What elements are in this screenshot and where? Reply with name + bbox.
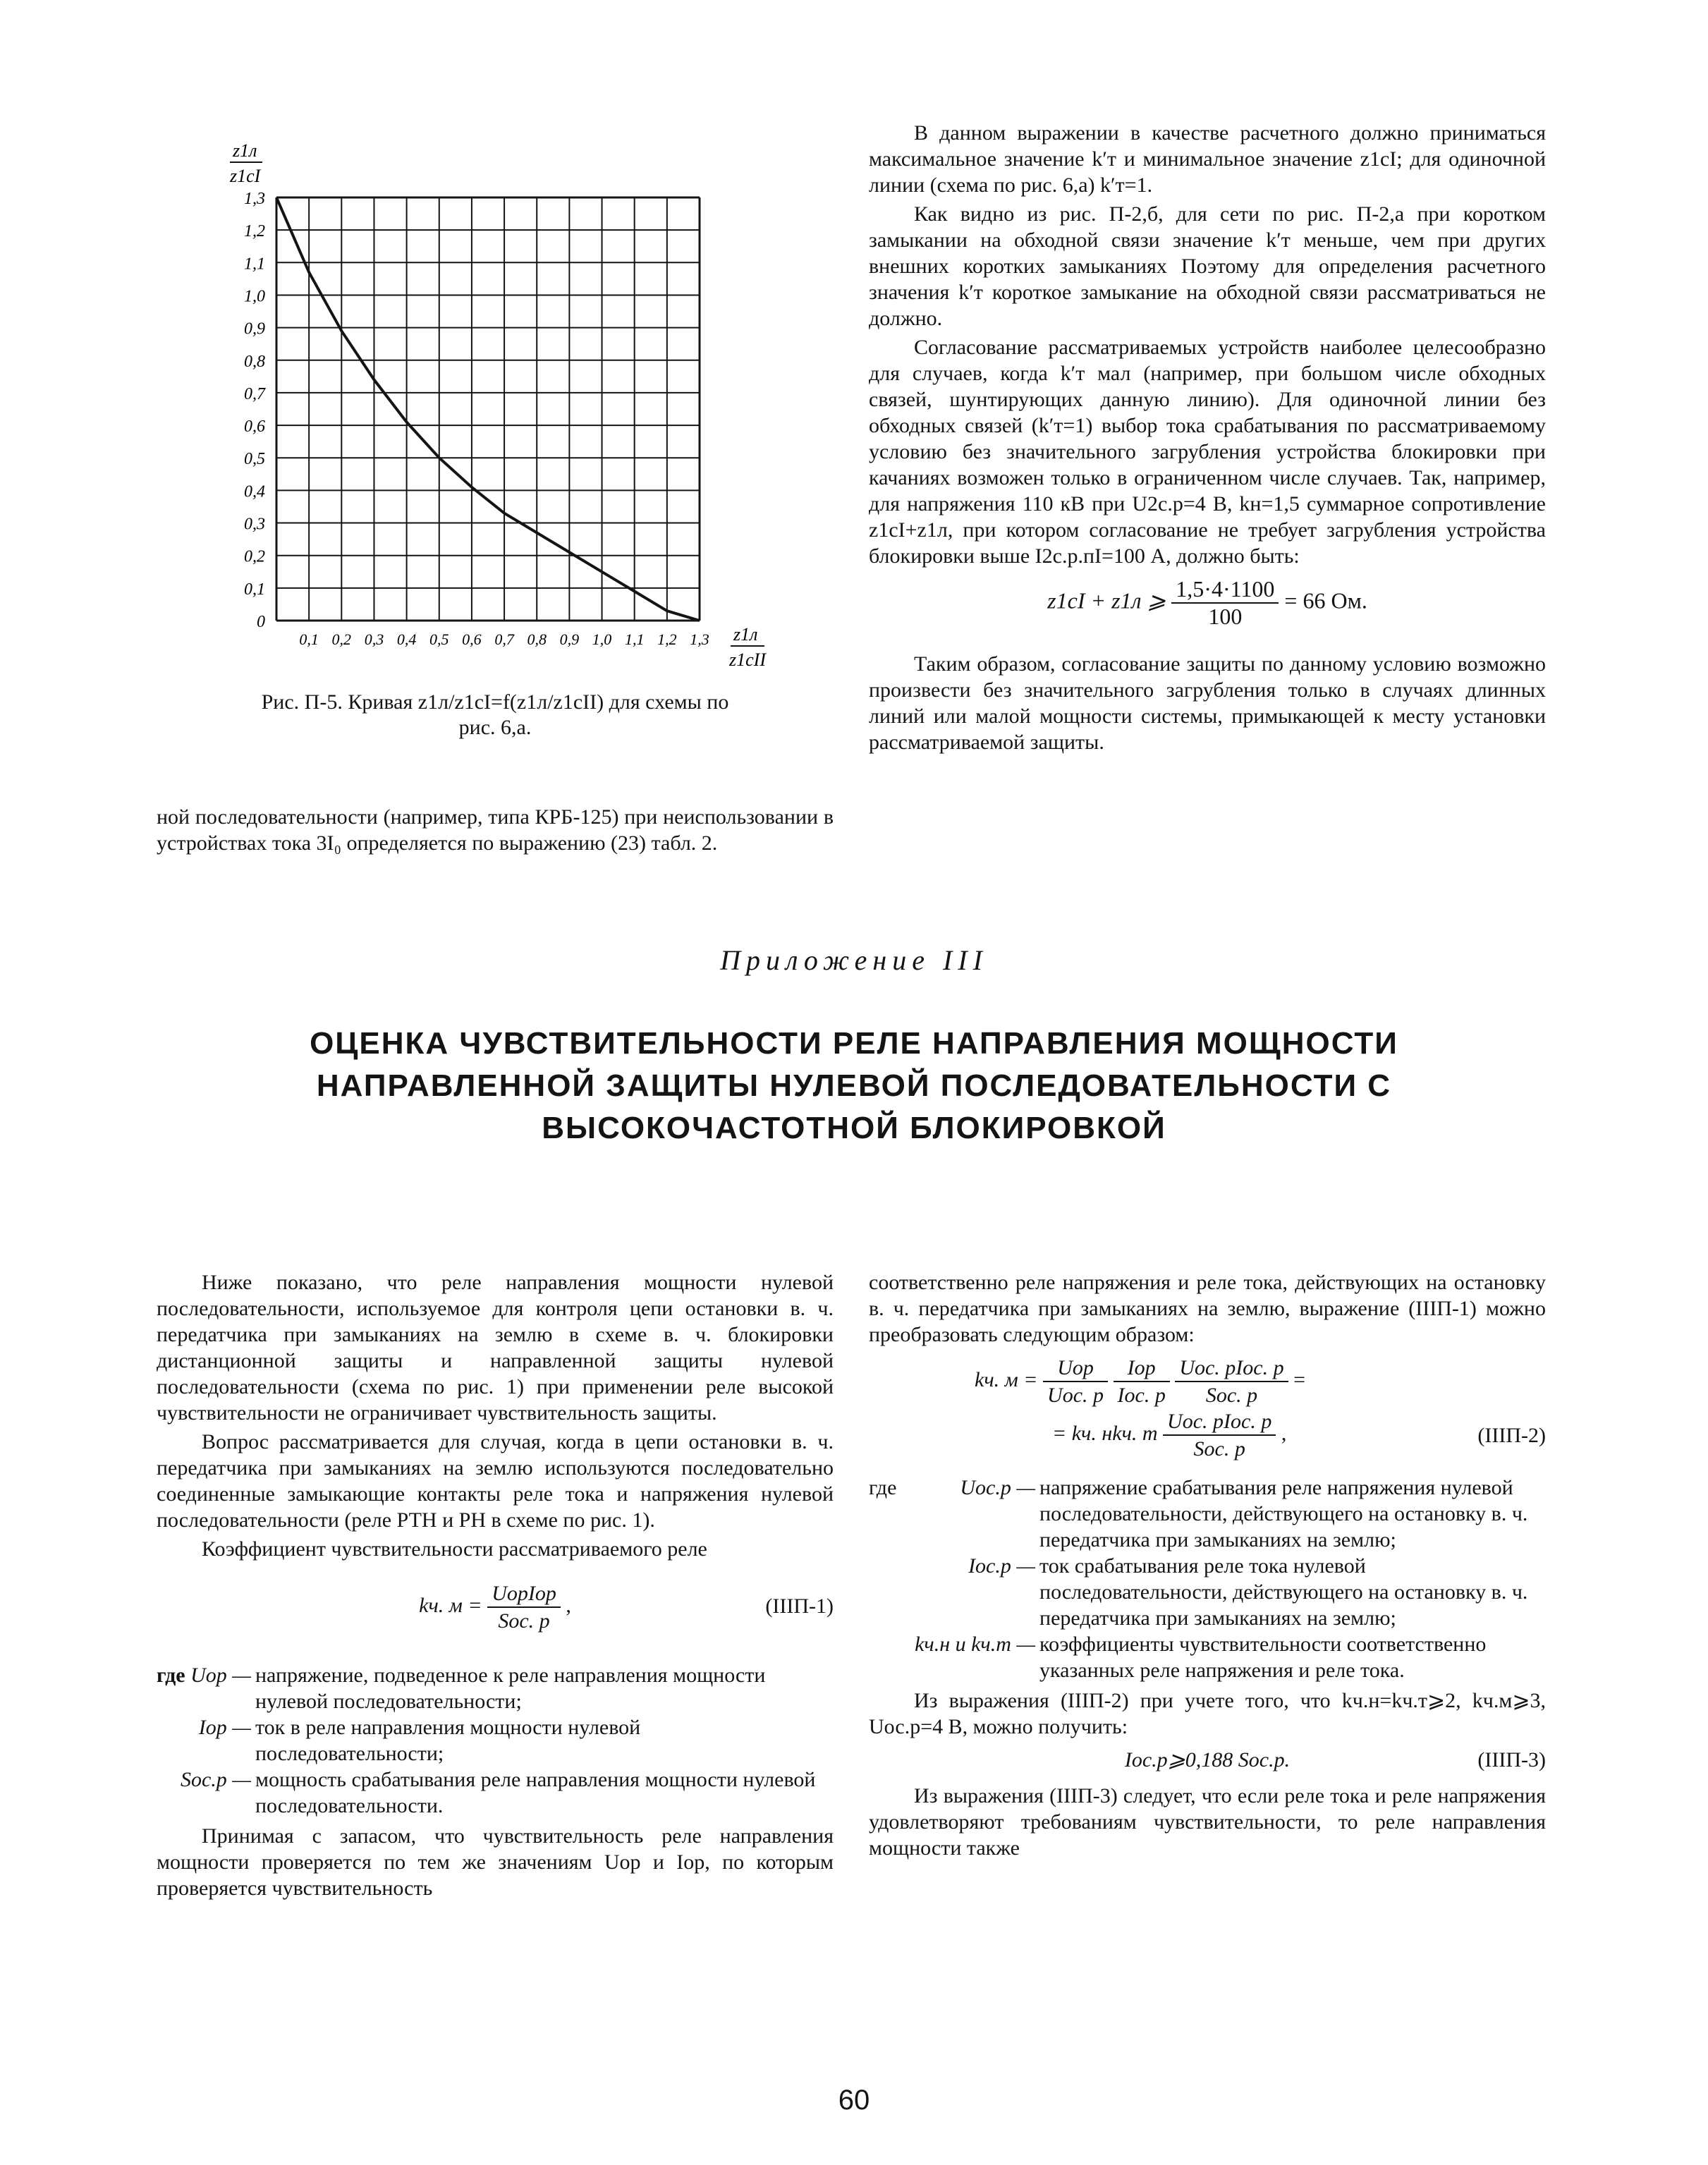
formula-iiip-2-label: (IIIП-2)	[1477, 1424, 1546, 1447]
right-def-3-symbol: kч.н и kч.т —	[915, 1633, 1036, 1656]
formula-impedance	[869, 576, 1546, 630]
formula-iiip-2-frac-1-num: Uор	[1043, 1355, 1108, 1382]
y-tick-label: 0,6	[244, 417, 265, 437]
formula-iiip-2	[869, 1355, 1546, 1462]
left-def-1-symbol: Uор —	[190, 1664, 251, 1687]
chart-x-ticks	[299, 630, 709, 648]
formula-iiip-2-frac-3-den: Sос. р	[1205, 1384, 1258, 1407]
left-bottom-paragraph-3: Коэффициент чувствительности рассматриваемого реле	[202, 1537, 707, 1561]
left-def-3-text: мощность срабатывания реле направления мощности нулевой последовательности.	[255, 1768, 816, 1817]
x-tick-label: 0,4	[396, 630, 417, 648]
formula-iiip-1-denominator: Sос. р	[498, 1609, 550, 1633]
chart-y-ticks	[244, 190, 266, 631]
left-bottom-column	[157, 1269, 834, 1904]
y-tick-label: 1,1	[244, 255, 265, 274]
y-tick-label: 1,0	[244, 287, 265, 306]
y-axis-label-bottom: z1cI	[230, 166, 261, 186]
formula-impedance-denominator: 100	[1208, 604, 1243, 629]
formula-impedance-numerator: 1,5·4·1100	[1171, 576, 1279, 604]
chart-svg	[157, 141, 834, 691]
x-tick-label: 1,3	[690, 630, 709, 648]
right-top-paragraph-2: Как видно из рис. П-2,б, для сети по рис. П-2,а при коротком замыкании на обходной связи значение k′т меньше, чем при других внешних коротких замыканиях Поэтому для определения расчетного значения k′т короткое замыкание на обходной связи рассматриваться не должно.	[869, 202, 1546, 330]
section-heading: ОЦЕНКА ЧУВСТВИТЕЛЬНОСТИ РЕЛЕ НАПРАВЛЕНИЯ МОЩНОСТИ НАПРАВЛЕННОЙ ЗАЩИТЫ НУЛЕВОЙ ПОСЛЕДОВАТЕЛЬНОСТИ С ВЫСОКОЧАСТОТНОЙ БЛОКИРОВКОЙ	[310, 1026, 1398, 1145]
x-axis-label-bottom: z1cII	[729, 650, 766, 670]
formula-iiip-1-tail: ,	[566, 1593, 571, 1617]
appendix-label: Приложение III	[720, 944, 988, 976]
formula-iiip-2-line-2-lhs: = kч. нkч. т	[1052, 1421, 1158, 1445]
right-top-paragraph-3: Согласование рассматриваемых устройств наиболее целесообразно для случаев, когда k′т мал (например, при большом числе обходных связей, шунтирующих данную линию). Для одиночной линии без обходных связей (k′т=1) выбор тока срабатывания по рассматриваемому условию без значительного загрубления устройства блокировки при качаниях возможен только в ограниченном числе случаев. Так, например, для напряжения 110 кВ при U2с.р=4 В, kн=1,5 суммарное сопротивление z1cI+z1л, при котором согласование не требует загрубления устройства блокировки выше I2с.р.пI=100 А, должно быть:	[869, 336, 1546, 568]
formula-iiip-1-lhs: kч. м =	[419, 1593, 482, 1617]
x-tick-label: 0,7	[494, 630, 514, 648]
formula-impedance-rhs: = 66 Ом.	[1284, 587, 1367, 614]
y-tick-label: 0,4	[244, 482, 265, 501]
formula-iiip-2-frac-2-num: Iор	[1114, 1355, 1170, 1382]
formula-impedance-lhs: z1cI + z1л ⩾	[1047, 587, 1166, 614]
right-top-column	[869, 120, 1546, 758]
right-def-2-text: ток срабатывания реле тока нулевой последовательности, действующего на остановку в. ч. передатчика при замыканиях на землю;	[1039, 1554, 1528, 1630]
chart-grid	[276, 197, 700, 621]
y-tick-label: 0,1	[244, 580, 265, 599]
formula-iiip-2-frac-4	[1163, 1408, 1276, 1462]
y-tick-label: 1,2	[244, 222, 265, 241]
x-tick-label: 0,9	[559, 630, 580, 648]
x-tick-label: 0,2	[331, 630, 352, 648]
right-where: где	[869, 1476, 897, 1499]
formula-iiip-1	[157, 1580, 834, 1634]
formula-iiip-2-frac-1	[1043, 1355, 1108, 1408]
formula-iiip-2-frac-1-den: Uос. р	[1047, 1384, 1104, 1407]
curve-line	[276, 197, 700, 621]
left-def-2-term	[157, 1714, 251, 1767]
left-def-2-text: ток в реле направления мощности нулевой последовательности;	[255, 1716, 641, 1765]
left-def-1-term	[157, 1662, 251, 1714]
left-def-1-text: напряжение, подведенное к реле направления мощности нулевой последовательности;	[255, 1664, 766, 1713]
right-def-2-symbol: Iос.р —	[968, 1554, 1036, 1578]
x-axis-label-top: z1л	[733, 624, 758, 645]
right-def-3-term	[869, 1631, 1035, 1683]
right-top-paragraph-4: Таким образом, согласование защиты по данному условию возможно произвести без значительного загрубления только в случаях длинных линий или малой мощности системы, примыкающей к месту установки рассматриваемой защиты.	[869, 652, 1546, 754]
chart-curve-layer	[276, 197, 700, 621]
x-tick-label: 0,6	[462, 630, 482, 648]
formula-iiip-1-label: (IIIП-1)	[765, 1594, 834, 1618]
formula-iiip-2-frac-2-den: Iос. р	[1117, 1384, 1166, 1407]
left-def-2-symbol: Iор —	[198, 1716, 251, 1739]
formula-iiip-2-line-1	[869, 1355, 1546, 1408]
right-def-1-text: напряжение срабатывания реле напряжения нулевой последовательности, действующего на остановку в. ч. передатчика при замыканиях на землю;	[1039, 1476, 1528, 1551]
y-axis-label-top: z1л	[233, 141, 257, 161]
y-tick-label: 0,3	[244, 515, 265, 534]
figure-caption-line-1: Рис. П-5. Кривая z1л/z1cI=f(z1л/z1cII) для схемы по	[261, 690, 729, 714]
left-bottom-paragraph-4: Принимая с запасом, что чувствительность реле направления мощности проверяется по тем же значениям Uор и Iор, по которым проверяется чувствительность	[157, 1824, 834, 1900]
right-def-2-term	[869, 1553, 1035, 1631]
x-tick-label: 0,8	[527, 630, 547, 648]
formula-impedance-fraction	[1171, 576, 1279, 630]
formula-iiip-2-frac-2	[1114, 1355, 1170, 1408]
formula-iiip-3-label: (IIIП-3)	[1477, 1748, 1546, 1771]
formula-iiip-2-frac-3-num: Uос. рIос. р	[1175, 1355, 1288, 1382]
x-tick-label: 1,2	[657, 630, 677, 648]
page-number: 60	[838, 2085, 870, 2116]
formula-iiip-2-line-2	[869, 1408, 1546, 1462]
formula-iiip-2-tail: ,	[1281, 1421, 1287, 1445]
y-tick-label: 0,9	[244, 319, 265, 339]
right-bottom-paragraph-3: Из выражения (IIIП-3) следует, что если реле тока и реле напряжения удовлетворяют требованиям чувствительности, то реле направления мощности также	[869, 1784, 1546, 1860]
formula-iiip-1-numerator: UорIор	[487, 1580, 561, 1608]
formula-iiip-3-body: Iос.р⩾0,188 Sос.р.	[1124, 1748, 1291, 1771]
x-tick-label: 0,3	[364, 630, 384, 648]
left-definitions	[157, 1662, 834, 1819]
formula-iiip-2-eq: =	[1293, 1367, 1306, 1391]
right-bottom-column	[869, 1269, 1546, 1864]
x-tick-label: 0,5	[429, 630, 449, 648]
formula-iiip-2-frac-4-num: Uос. рIос. р	[1163, 1408, 1276, 1436]
left-where: где	[157, 1664, 185, 1687]
right-definitions	[869, 1475, 1546, 1683]
left-def-3-term	[157, 1767, 251, 1819]
right-top-paragraph-1: В данном выражении в качестве расчетного должно приниматься максимальное значение k′т и минимальное значение z1cI; для одиночной линии (схема по рис. 6,а) k′т=1.	[869, 121, 1546, 197]
x-tick-label: 1,0	[592, 630, 612, 648]
figure-caption	[157, 690, 834, 740]
y-tick-label: 0	[257, 613, 265, 631]
left-top-column	[157, 804, 834, 859]
x-tick-label: 1,1	[624, 630, 645, 648]
right-bottom-paragraph-1: соответственно реле напряжения и реле тока, действующих на остановку в. ч. передатчика при замыканиях на землю, выражение (IIIП-1) можно преобразовать следующим образом:	[869, 1271, 1546, 1346]
left-bottom-paragraph-2: Вопрос рассматривается для случая, когда в цепи остановки в. ч. передатчика при замыканиях на землю используются последовательно соединенные замыкающие контакты реле тока и напряжения нулевой последовательности (реле РТН и РН в схеме по рис. 1).	[157, 1430, 834, 1532]
right-def-1-symbol: Uос.р —	[960, 1476, 1036, 1499]
y-tick-label: 1,3	[244, 190, 265, 208]
y-tick-label: 0,5	[244, 450, 265, 469]
right-def-1-term	[869, 1475, 1035, 1553]
y-tick-label: 0,7	[244, 384, 265, 403]
figure	[157, 141, 834, 691]
x-tick-label: 0,1	[299, 630, 319, 648]
formula-iiip-2-lhs: kч. м =	[975, 1367, 1038, 1391]
y-tick-label: 0,2	[244, 547, 265, 566]
formula-iiip-2-frac-4-den: Sос. р	[1193, 1437, 1245, 1460]
formula-iiip-2-frac-3	[1175, 1355, 1288, 1408]
formula-iiip-3	[869, 1747, 1546, 1773]
formula-iiip-1-fraction	[487, 1580, 561, 1634]
figure-caption-line-2: рис. 6,а.	[458, 716, 532, 739]
right-def-3-text: коэффициенты чувствительности соответственно указанных реле напряжения и реле тока.	[1039, 1633, 1487, 1682]
left-def-3-symbol: Sос.р —	[180, 1768, 251, 1791]
y-tick-label: 0,8	[244, 352, 265, 371]
left-bottom-paragraph-1: Ниже показано, что реле направления мощности нулевой последовательности, используемое для контроля цепи остановки в. ч. передатчика при замыканиях на землю в схеме в. ч. блокировки дистанционной защиты и направленной защиты нулевой последовательности (схема по рис. 1) при применении реле высокой чувствительности не ограничивает чувствительность защиты.	[157, 1271, 834, 1425]
right-bottom-paragraph-2: Из выражения (IIIП-2) при учете того, что kч.н=kч.т⩾2, kч.м⩾3, Uос.р=4 В, можно получить:	[869, 1689, 1546, 1738]
left-top-paragraph-1: ной последовательности (например, типа КРБ-125) при неиспользовании в устройствах тока 3I₀ определяется по выражению (23) табл. 2.	[157, 805, 834, 855]
